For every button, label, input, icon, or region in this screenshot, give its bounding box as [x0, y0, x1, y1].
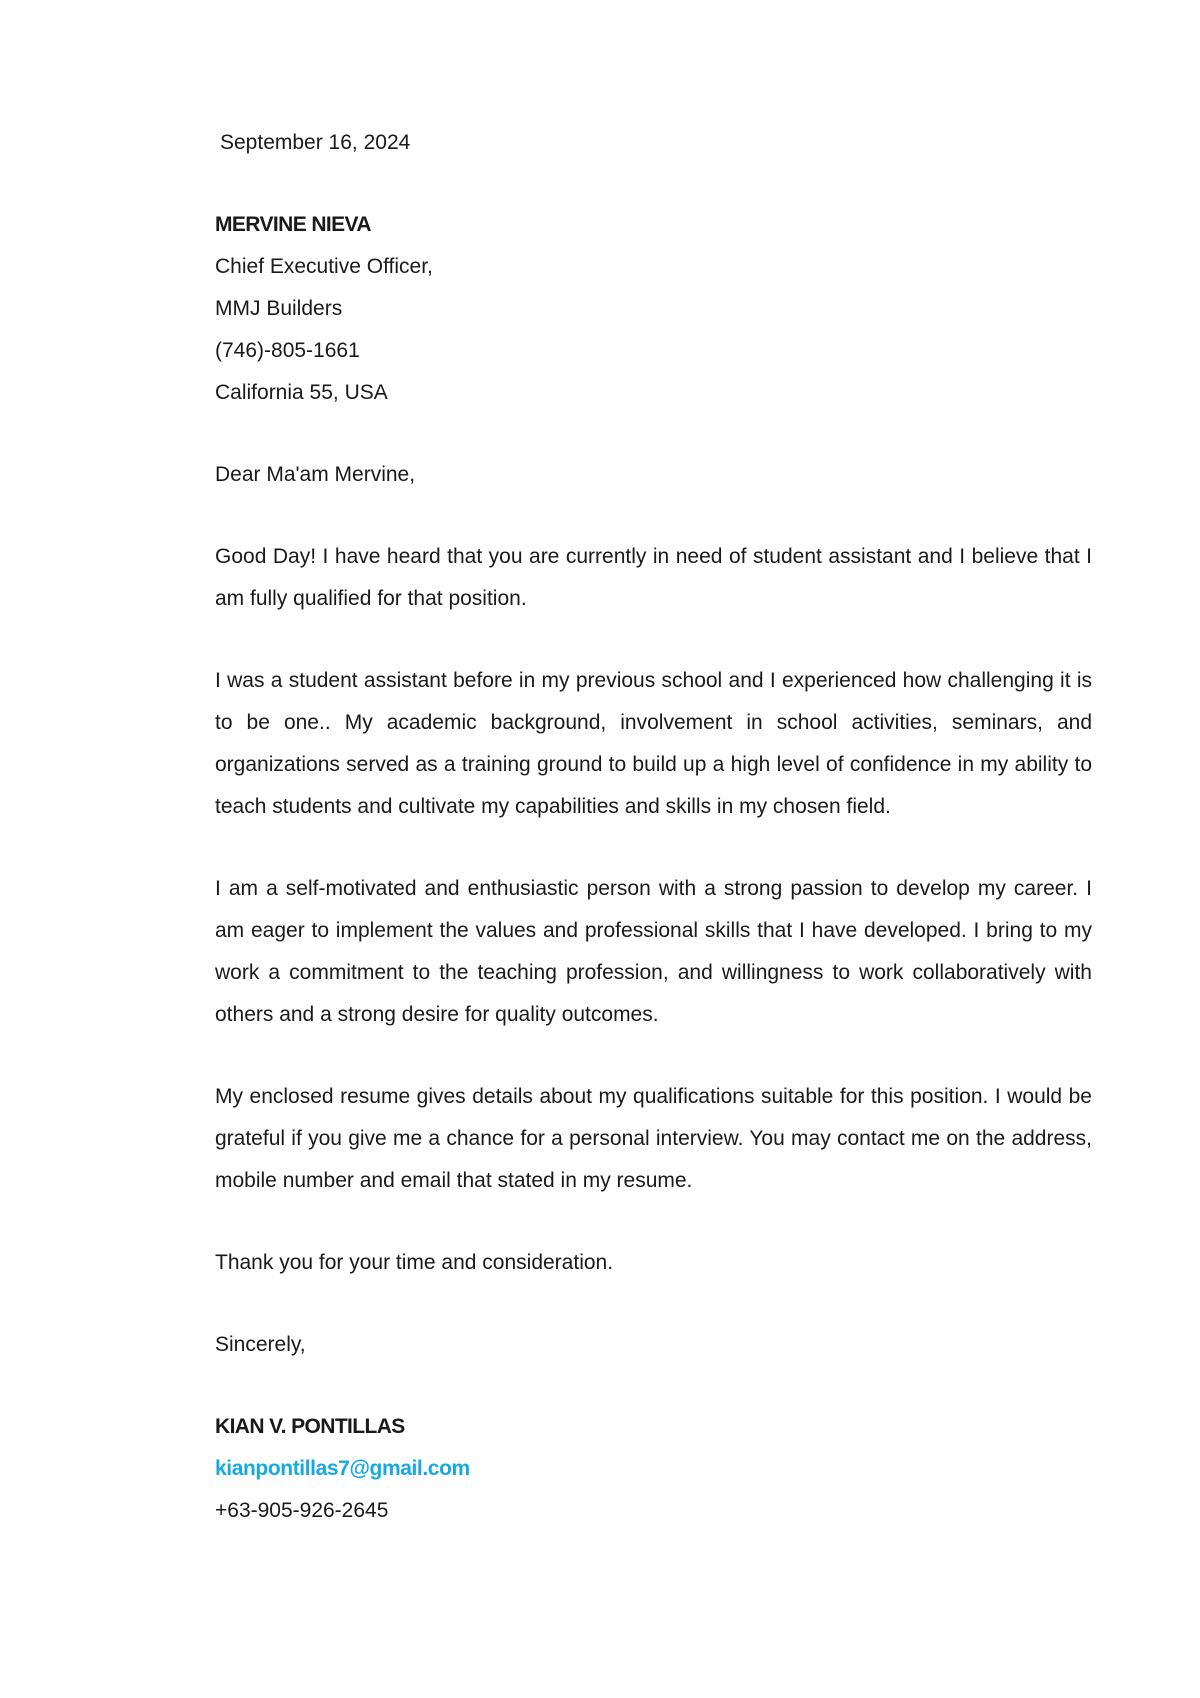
body-paragraph-1: Good Day! I have heard that you are currently in need of student assistant and I believe that I am fully qualified for that position. — [215, 545, 1092, 610]
cover-letter — [215, 122, 1092, 1532]
spacer — [215, 1284, 1092, 1324]
recipient-title: Chief Executive Officer, — [215, 255, 433, 278]
spacer — [215, 414, 1092, 454]
salutation: Dear Ma'am Mervine, — [215, 463, 416, 486]
spacer — [215, 828, 1092, 868]
recipient-phone: (746)-805-1661 — [215, 339, 360, 362]
spacer — [215, 1366, 1092, 1406]
sender-phone: +63-905-926-2645 — [215, 1499, 389, 1522]
recipient-block — [215, 204, 1092, 414]
spacer — [215, 1202, 1092, 1242]
signature-block — [215, 1406, 1092, 1532]
sender-email-link[interactable]: kianpontillas7@gmail.com — [215, 1457, 470, 1480]
spacer — [215, 620, 1092, 660]
thank-you-line: Thank you for your time and consideration. — [215, 1251, 614, 1274]
recipient-name: MERVINE NIEVA — [215, 213, 371, 236]
sender-name: KIAN V. PONTILLAS — [215, 1415, 405, 1438]
closing: Sincerely, — [215, 1333, 306, 1356]
spacer — [215, 1036, 1092, 1076]
recipient-company: MMJ Builders — [215, 297, 343, 320]
spacer — [215, 496, 1092, 536]
body-paragraph-2: I was a student assistant before in my previous school and I experienced how challenging it is to be one.. My academic background, involvement in school activities, seminars, and organizations served as a training ground to build up a high level of confidence in my ability to teach students and cultivate my capabilities and skills in my chosen field. — [215, 669, 1092, 818]
letter-date: September 16, 2024 — [220, 131, 411, 154]
body-paragraph-4: My enclosed resume gives details about my qualifications suitable for this position. I would be grateful if you give me a chance for a personal interview. You may contact me on the address, mobile number and email that stated in my resume. — [215, 1085, 1092, 1192]
recipient-address: California 55, USA — [215, 381, 388, 404]
spacer — [215, 164, 1092, 204]
body-paragraph-3: I am a self-motivated and enthusiastic person with a strong passion to develop my career. I am eager to implement the values and professional skills that I have developed. I bring to my work a commitment to the teaching profession, and willingness to work collaboratively with others and a strong desire for quality outcomes. — [215, 877, 1092, 1026]
